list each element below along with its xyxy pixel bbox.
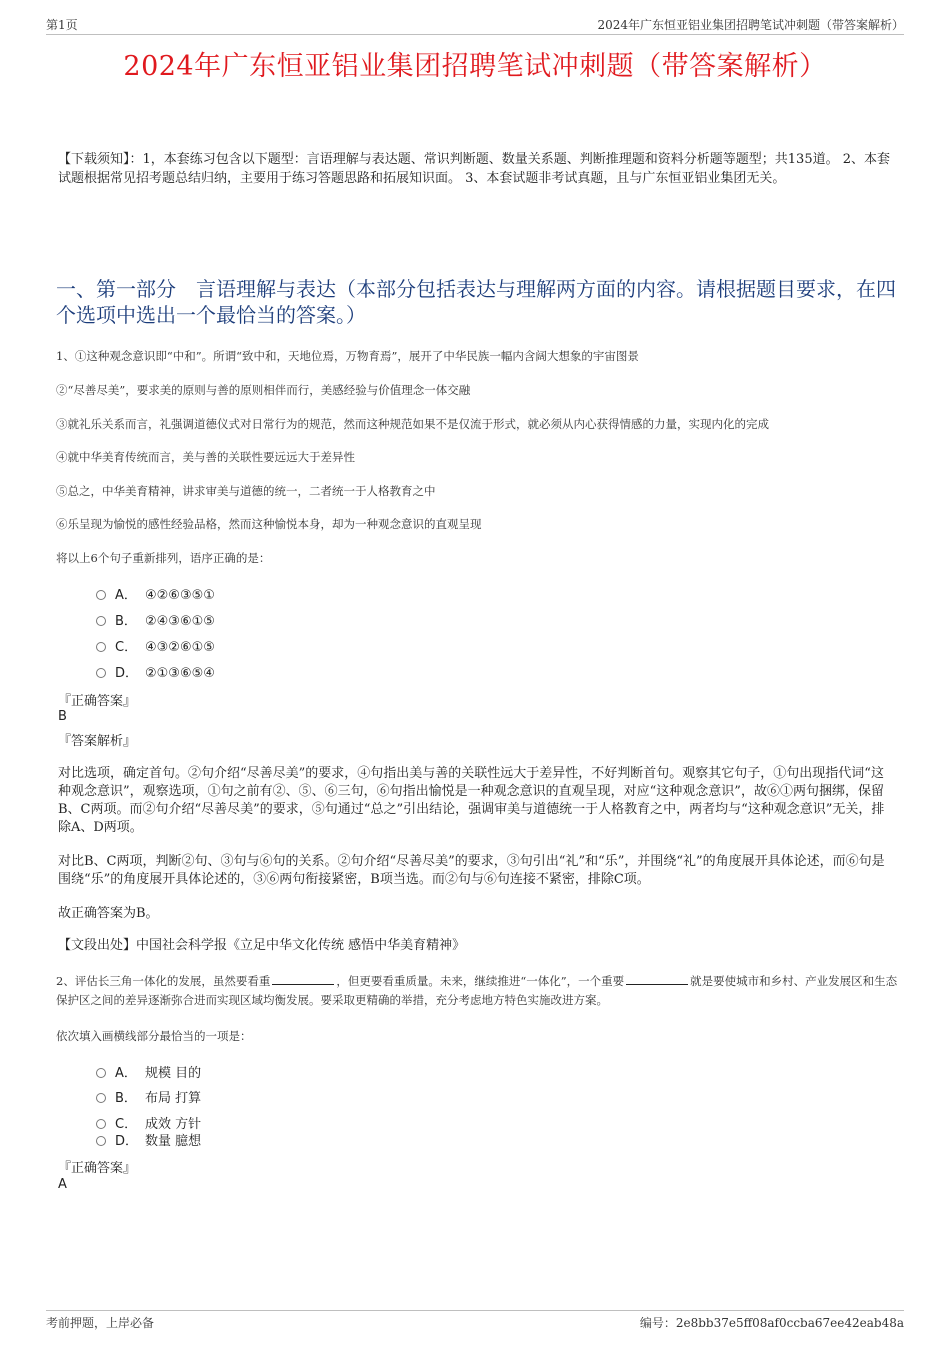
option-label: D．: [115, 1134, 139, 1149]
q2-option-b[interactable]: [96, 1087, 201, 1106]
q1-option-a[interactable]: [96, 584, 215, 603]
q2-answer-label: 『正确答案』: [58, 1161, 137, 1176]
radio-icon[interactable]: [96, 1119, 106, 1129]
radio-icon[interactable]: [96, 668, 106, 678]
option-text: 规模 目的: [145, 1066, 202, 1081]
option-label: B．: [115, 614, 137, 629]
page-number: 第1页: [46, 18, 78, 32]
q1-analysis-label: 『答案解析』: [58, 734, 137, 749]
option-label: C．: [115, 1117, 138, 1132]
q1-sentence-2: ②“尽善尽美”，要求美的原则与善的原则相伴而行，美感经验与价值理念一体交融: [56, 383, 471, 397]
page-header: [46, 16, 904, 35]
q2-stem-part-3: 就是要使城市和乡村、产业发展区和生态保护区之间的差异逐渐弥合进而实现区域均衡发展。要采取更精确的举措，充分考虑地方特色实施改进方案。: [56, 974, 898, 1007]
footer-slogan: 考前押题，上岸必备: [46, 1316, 155, 1330]
q1-answer: B: [58, 709, 67, 724]
radio-icon[interactable]: [96, 1068, 106, 1078]
document-title: 2024年广东恒亚铝业集团招聘笔试冲刺题（带答案解析）: [123, 51, 827, 82]
download-notice: 【下载须知】：1，本套练习包含以下题型：言语理解与表达题、常识判断题、数量关系题、判断推理题和资料分析题等题型；共135道。 2、本套试题根据常见招考题总结归纳，主要用于练习答题思路和拓展知识面。 3、本套试题非考试真题，且与广东恒亚铝业集团无关。: [58, 152, 890, 186]
page-footer: [46, 1310, 904, 1331]
option-label: A．: [115, 1066, 137, 1081]
footer-code: 编号：2e8bb37e5ff08af0ccba67ee42eab48a: [639, 1316, 904, 1330]
radio-icon[interactable]: [96, 590, 106, 600]
option-text: ④③②⑥①⑤: [145, 640, 215, 655]
q1-analysis-conclusion: 故正确答案为B。: [58, 906, 159, 921]
q2-stem: [56, 972, 906, 1010]
q1-option-d[interactable]: [96, 662, 215, 681]
q1-analysis-para-1: 对比选项，确定首句。②句介绍“尽善尽美”的要求，④句指出美与善的关联性远大于差异性，不好判断首句。观察其它句子，①句出现指代词“这种观念意识”，观察选项，①句之前有②、⑤、⑥三句，⑥句指出愉悦是一种观念意识的直观呈现，对应“这种观念意识”，故⑥①两句捆绑，保留B、C两项。而②句介绍“尽善尽美”的要求，⑤句通过“总之”引出结论，强调审美与道德统一于人格教育之中，两者均与“这种观念意识”无关，排除A、D两项。: [58, 766, 885, 835]
radio-icon[interactable]: [96, 1093, 106, 1103]
q1-sentence-3: ③就礼乐关系而言，礼强调道德仪式对日常行为的规范，然而这种规范如果不是仅流于形式，就必须从内心获得情感的力量，实现内化的完成: [56, 417, 769, 431]
option-text: ④②⑥③⑤①: [145, 588, 215, 603]
q1-option-b[interactable]: [96, 610, 215, 629]
option-text: 成效 方针: [145, 1117, 202, 1132]
section-title: 一、第一部分 言语理解与表达（本部分包括表达与理解两方面的内容。请根据题目要求，在四个选项中选出一个最恰当的答案。）: [56, 277, 896, 327]
q1-answer-label: 『正确答案』: [58, 694, 137, 709]
q2-answer: A: [58, 1177, 67, 1192]
option-label: C．: [115, 640, 138, 655]
option-label: D．: [115, 666, 139, 681]
q1-analysis-para-2: 对比B、C两项，判断②句、③句与⑥句的关系。②句介绍“尽善尽美”的要求，③句引出“礼”和“乐”，并围绕“礼”的角度展开具体论述，而⑥句是围绕“乐”的角度展开具体论述的，③⑥两句衔接紧密，B项当选。而②句与⑥句连接不紧密，排除C项。: [58, 854, 885, 887]
q2-blank-1: [272, 973, 334, 985]
q1-sentence-4: ④就中华美育传统而言，美与善的关联性要远远大于差异性: [56, 450, 355, 464]
q1-prompt: 将以上6个句子重新排列，语序正确的是：: [56, 551, 271, 565]
option-text: ②①③⑥⑤④: [145, 666, 215, 681]
q1-sentence-5: ⑤总之，中华美育精神，讲求审美与道德的统一，二者统一于人格教育之中: [56, 484, 436, 498]
header-doc-title: 2024年广东恒亚铝业集团招聘笔试冲刺题（带答案解析）: [597, 18, 904, 32]
option-text: 数量 臆想: [145, 1134, 202, 1149]
radio-icon[interactable]: [96, 1136, 106, 1146]
q1-option-c[interactable]: [96, 636, 215, 655]
option-label: A．: [115, 588, 137, 603]
option-text: 布局 打算: [145, 1091, 202, 1106]
q2-option-d[interactable]: [96, 1130, 201, 1149]
q1-sentence-6: ⑥乐呈现为愉悦的感性经验品格，然而这种愉悦本身，却为一种观念意识的直观呈现: [56, 517, 482, 531]
q2-blank-2: [626, 973, 688, 985]
q1-source: 【文段出处】中国社会科学报《立足中华文化传统 感悟中华美育精神》: [58, 938, 466, 953]
option-label: B．: [115, 1091, 137, 1106]
q2-stem-part-2: ，但更要看重质量。未来，继续推进“一体化”，一个重要: [336, 974, 625, 988]
q2-stem-part-1: 2、评估长三角一体化的发展，虽然要看重: [56, 974, 271, 988]
radio-icon[interactable]: [96, 616, 106, 626]
q2-prompt: 依次填入画横线部分最恰当的一项是：: [56, 1029, 252, 1043]
radio-icon[interactable]: [96, 642, 106, 652]
q2-option-a[interactable]: [96, 1062, 201, 1081]
q1-sentence-1: 1、①这种观念意识即“中和”。所谓“致中和，天地位焉，万物育焉”，展开了中华民族一幅内含阔大想象的宇宙图景: [56, 349, 639, 363]
option-text: ②④③⑥①⑤: [145, 614, 215, 629]
